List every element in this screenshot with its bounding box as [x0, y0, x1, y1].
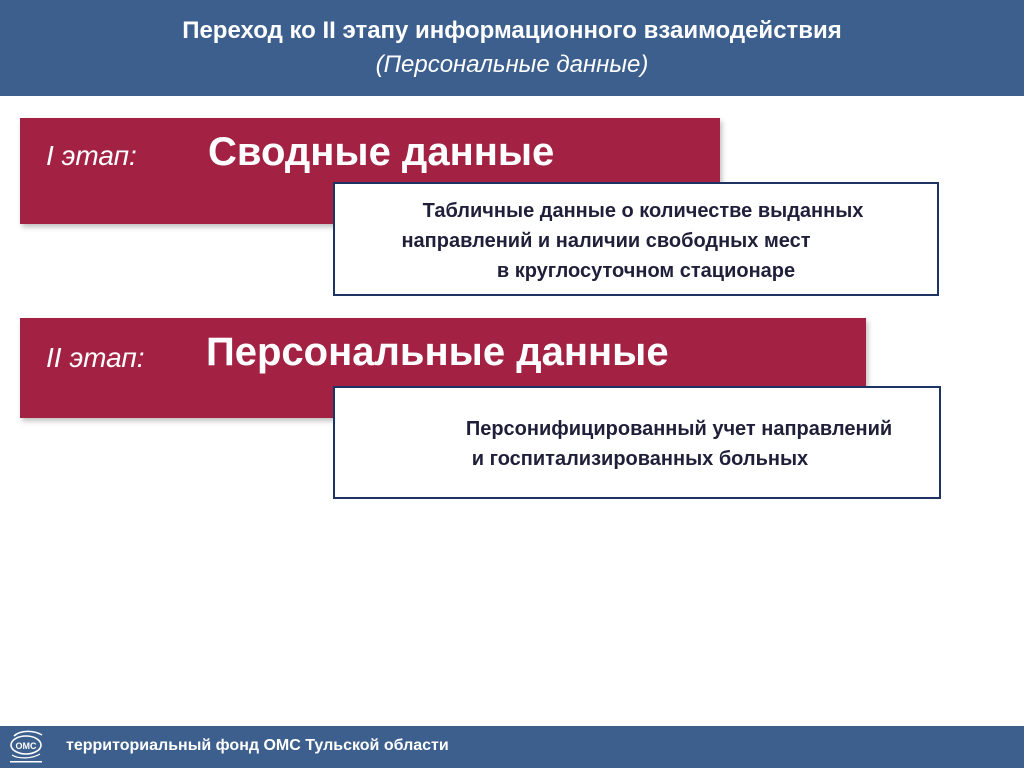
stage-1-name: Сводные данные [208, 130, 555, 174]
footer-bar [0, 726, 1024, 768]
stage-2-description-box [333, 386, 941, 499]
oms-logo-icon [6, 728, 54, 766]
organization-name: территориальный фонд ОМС Тульской области [66, 737, 449, 754]
header-bar [0, 0, 1024, 96]
stage-1-description-line: направлений и наличии свободных мест [401, 230, 811, 252]
stage-1-description-box [333, 182, 939, 296]
stage-2-description-line: Персонифицированный учет направлений [465, 418, 893, 440]
stage-1-label: I этап: [46, 140, 137, 171]
stage-1-description-line: Табличные данные о количестве выданных [422, 200, 864, 222]
svg-text:ОМС: ОМС [15, 741, 37, 751]
stage-2-label: II этап: [46, 342, 145, 373]
page-title: Переход ко II этапу информационного взаимодействия [182, 17, 842, 44]
stage-2-description-line: и госпитализированных больных [471, 448, 809, 470]
page-subtitle: (Персональные данные) [375, 51, 649, 78]
stage-1-description-line: в круглосуточном стационаре [496, 260, 796, 282]
stage-2-name: Персональные данные [206, 330, 669, 374]
